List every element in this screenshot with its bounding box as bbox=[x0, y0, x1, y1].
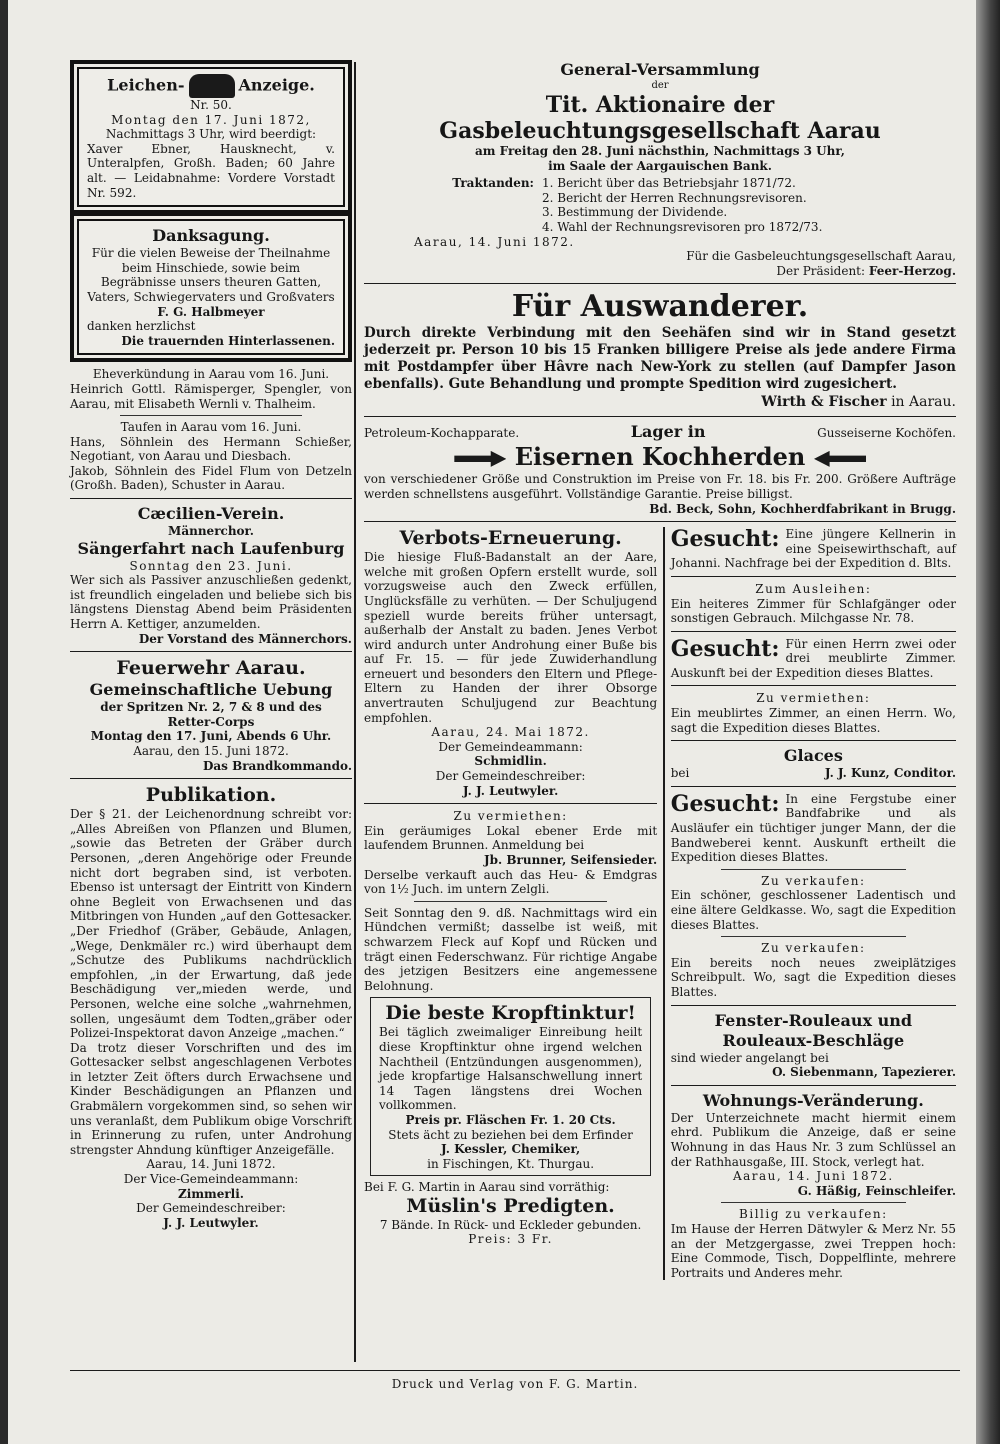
gesucht-word: Gesucht: bbox=[670, 790, 780, 817]
column-rule bbox=[354, 62, 356, 1362]
general-t3: Tit. Aktionaire der Gasbeleuchtungsgesellschaft Aarau bbox=[439, 92, 881, 144]
pointing-hand-icon bbox=[454, 451, 506, 467]
kropf-price: Preis pr. Fläschen Fr. 1. 20 Cts. bbox=[405, 1112, 616, 1127]
publikation-body2: Da trotz dieser Vorschriften und des im Gottesacker selbst angeschlagenen Verbotes in letzter Zeit öfters durch Erwachsene und Kinder Beschädigungen an Pflanzen und Grabmälern vorgekommen sind, so sehen wir uns veranlaßt, dem Publikum obige Vorschrift in Erinnerung zu rufen, unter Androhung strengster Ahndung künftiger Anzeigefälle. bbox=[70, 1040, 352, 1157]
verbots-name2: J. J. Leutwyler. bbox=[462, 783, 559, 798]
danksagung-body: Für die vielen Beweise der Theilnahme beim Hinschiede, sowie beim Begräbnisse unsers theuren Gatten, Vaters, Schwiegervaters und Großvaters bbox=[87, 246, 335, 304]
kropf-place: in Fischingen, Kt. Thurgau. bbox=[427, 1156, 595, 1171]
publikation-title: Publikation. bbox=[145, 784, 277, 807]
traktanden-item: 4. Wahl der Rechnungsrevisoren pro 1872/73. bbox=[542, 219, 823, 234]
caecilien-sub: Männerchor. bbox=[168, 524, 254, 539]
herde-title: Eisernen Kochherden bbox=[514, 442, 806, 472]
feuerwehr-sign: Das Brandkommando. bbox=[202, 758, 352, 773]
lokal-name: Jb. Brunner, Seifensieder. bbox=[483, 853, 658, 867]
subcolumn-right bbox=[665, 527, 956, 1280]
kropf-box bbox=[370, 997, 651, 1176]
divider bbox=[671, 631, 956, 632]
traktanden-item: 3. Bestimmung der Dividende. bbox=[542, 205, 728, 220]
kropf-title: Die beste Kropftinktur! bbox=[385, 1002, 636, 1025]
leichen-title-1: Leichen- bbox=[107, 75, 185, 95]
herde-left: Petroleum-Kochapparate. bbox=[364, 426, 520, 441]
general-date: Aarau, 14. Juni 1872. bbox=[414, 234, 575, 249]
lokal-title: Zu vermiethen: bbox=[453, 809, 568, 824]
gesucht-word: Gesucht: bbox=[670, 526, 780, 553]
feuerwehr-date: Aarau, den 15. Juni 1872. bbox=[133, 744, 289, 758]
divider bbox=[70, 498, 352, 499]
general-t4: am Freitag den 28. Juni nächsthin, Nachmittags 3 Uhr, bbox=[475, 144, 845, 158]
divider bbox=[671, 685, 956, 686]
verkaufen2-title: Zu verkaufen: bbox=[761, 941, 866, 956]
verkaufen1-title: Zu verkaufen: bbox=[761, 873, 866, 888]
verbots-role1: Der Gemeindeammann: bbox=[438, 739, 583, 754]
divider bbox=[70, 778, 352, 779]
general-for: Für die Gasbeleuchtungsgesellschaft Aarau, bbox=[686, 249, 956, 264]
pointing-hand-icon bbox=[814, 451, 866, 467]
ausleihen-body: Ein heiteres Zimmer für Schlafgänger oder sonstigen Gebrauch. Milchgasse Nr. 78. bbox=[670, 596, 956, 626]
leichen-time: Nachmittags 3 Uhr, wird beerdigt: bbox=[105, 127, 317, 142]
general-t5: im Saale der Aargauischen Bank. bbox=[548, 158, 772, 173]
herde-header bbox=[364, 422, 956, 442]
danksagung bbox=[77, 219, 345, 355]
glaces-bei: bei bbox=[670, 766, 690, 781]
taufen-p2: Jakob, Söhnlein des Fidel Flum von Detzeln (Großh. Baden), Schuster in Aarau. bbox=[70, 463, 352, 493]
taufen-title: Taufen in Aarau vom 16. Juni. bbox=[120, 420, 302, 435]
publikation-body: Der § 21. der Leichenordnung schreibt vor: „Alles Abreißen von Pflanzen und Blumen, „sowie das Betreten der Gräber durch Personen, „deren Angehörige oder Freunde nicht dort begraben sind, ist verboten. Ebenso ist untersagt der Eintritt von Kindern ohne Begleit von Erwachsenen und das Mitbringen von Hunden „auf den Gottesacker. „Der Friedhof (Gräber, Gebäude, Anlagen, „Wege, Denkmäler rc.) wird überhaupt dem „Schutze des Publikums nachdrücklich empfohlen, „in der Erwartung, daß jede Beschädigung ver„mieden werde, und Personen, welche eine solche „wahrnehmen, sollen, ungesäumt dem Todten„gräber oder Polizei-Inspektorat davon Anzeige „machen.“ bbox=[70, 807, 352, 1041]
general-presname: Feer-Herzog. bbox=[868, 263, 956, 278]
herde-body: von verschiedener Größe und Construktion im Preise von Fr. 18. bis Fr. 200. Größere Aufträge werden schnellstens ausgeführt. Vollständige Garantie. Preise billigst. bbox=[364, 472, 956, 501]
traktanden-label: Traktanden: bbox=[452, 176, 534, 191]
leichen-title-2: Anzeige. bbox=[238, 75, 315, 95]
gesucht2-body: Für einen Herrn zwei oder drei meublirte Zimmer. Auskunft bei der Expedition dieses Blattes. bbox=[670, 636, 956, 680]
auswanderer-firm: Wirth & Fischer bbox=[761, 394, 887, 411]
lokal-heu: Derselbe verkauft auch das Heu- & Emdgras von 1½ Juch. im untern Zelgli. bbox=[364, 867, 658, 897]
caecilien-date: Sonntag den 23. Juni. bbox=[129, 558, 293, 573]
publikation-name1: Zimmerli. bbox=[178, 1186, 244, 1201]
traktanden-item: 2. Bericht der Herren Rechnungsrevisoren. bbox=[542, 190, 807, 205]
publikation-date: Aarau, 14. Juni 1872. bbox=[146, 1157, 276, 1172]
muslin-price: Preis: 3 Fr. bbox=[468, 1232, 553, 1247]
vermiethen2-title: Zu vermiethen: bbox=[756, 691, 871, 706]
kropf-stets: Stets ächt zu beziehen bei dem Erfinder bbox=[388, 1127, 633, 1142]
caecilien-body: Wer sich als Passiver anzuschließen gedenkt, ist freundlich eingeladen und beliebe sich bis längstens Dienstag Abend beim Präsidenten Herrn A. Kettiger, anzumelden. bbox=[70, 573, 352, 632]
hund-body: Seit Sonntag den 9. dß. Nachmittags wird ein Hündchen vermißt; dasselbe ist weiß, mit schwarzem Fleck auf Kopf und Rücken und trägt einen Federschwanz. Für richtige Angabe des jetzigen Besitzers eine angemessene Belohnung. bbox=[364, 905, 658, 993]
glaces-title: Glaces bbox=[783, 746, 843, 766]
divider bbox=[671, 786, 956, 787]
billig-body: Im Hause der Herren Dätwyler & Merz Nr. 55 an der Metzgergasse, zwei Treppen hoch: Eine Commode, Tisch, Doppelflinte, mehrere Portraits und Anderes mehr. bbox=[670, 1221, 956, 1280]
two-column-section bbox=[364, 527, 956, 1280]
divider bbox=[721, 869, 906, 870]
caecilien-title: Cæcilien-Verein. bbox=[137, 504, 285, 524]
general-pres: Der Präsident: bbox=[776, 263, 866, 278]
ausleihen-title: Zum Ausleihen: bbox=[755, 581, 872, 596]
general-der: der bbox=[651, 80, 669, 91]
feuerwehr-l2: der Spritzen Nr. 2, 7 & 8 und des bbox=[100, 700, 322, 715]
wohnung-body: Der Unterzeichnete macht hiermit einem ehrd. Publikum die Anzeige, daß er seine Wohnung in das Haus Nr. 3 zum Schlüssel an der Rathhausgaße, III. Stock, verlegt hat. bbox=[670, 1110, 956, 1169]
herde-right: Gusseiserne Kochöfen. bbox=[817, 426, 956, 441]
imprint-footer: Druck und Verlag von F. G. Martin. bbox=[70, 1370, 960, 1391]
divider bbox=[671, 576, 956, 577]
traktanden-item: 1. Bericht über das Betriebsjahr 1871/72. bbox=[542, 176, 796, 191]
traktanden-list bbox=[542, 176, 822, 234]
vermiethen2-body: Ein meublirtes Zimmer, an einen Herrn. Wo, sagt die Expedition dieses Blattes. bbox=[670, 706, 956, 735]
publikation-role2: Der Gemeindeschreiber: bbox=[136, 1201, 286, 1216]
left-column bbox=[70, 60, 352, 1230]
divider bbox=[671, 740, 956, 741]
feuerwehr-l1: Gemeinschaftliche Uebung bbox=[89, 680, 333, 700]
divider bbox=[364, 283, 956, 284]
wohnung-name: G. Häßig, Feinschleifer. bbox=[797, 1183, 956, 1198]
fenster-body: sind wieder angelangt bei bbox=[670, 1050, 829, 1065]
glaces-name: J. J. Kunz, Conditor. bbox=[824, 766, 956, 781]
billig-title: Billig zu verkaufen: bbox=[739, 1207, 888, 1222]
muslin-vol: 7 Bände. In Rück- und Eckleder gebunden. bbox=[379, 1217, 642, 1232]
fenster-t1: Fenster-Rouleaux und bbox=[714, 1010, 913, 1030]
verkaufen1-body: Ein schöner, geschlossener Ladentisch und eine ältere Geldkasse. Wo, sagt die Expedition dieses Blattes. bbox=[670, 888, 956, 932]
feuerwehr-title: Feuerwehr Aarau. bbox=[116, 657, 306, 680]
divider bbox=[721, 936, 906, 937]
divider bbox=[414, 901, 607, 902]
danksagung-thanks: danken herzlichst bbox=[87, 319, 196, 334]
divider bbox=[721, 1202, 906, 1203]
leichen-nr: Nr. 50. bbox=[190, 98, 232, 112]
verbots-title: Verbots-Erneuerung. bbox=[399, 527, 622, 550]
verkaufen2-body: Ein bereits noch neues zweiplätziges Schreibpult. Wo, sagt die Expedition dieses Blattes. bbox=[670, 955, 956, 999]
ehe-body: Heinrich Gottl. Rämisperger, Spengler, von Aarau, mit Elisabeth Wernli v. Thalheim. bbox=[70, 381, 352, 411]
divider bbox=[364, 803, 657, 804]
gesucht3-body: In eine Fergstube einer Bandfabrike und als Ausläufer ein tüchtiger junger Mann, der die Bandweberei kennt. Auskunft ertheilt die Expedition dieses Blattes. bbox=[670, 791, 956, 865]
feuerwehr-l3: Retter-Corps bbox=[167, 714, 255, 729]
taufen-p1: Hans, Söhnlein des Hermann Schießer, Negotiant, von Aarau und Diesbach. bbox=[70, 434, 352, 464]
general-title: General-Versammlung bbox=[560, 60, 760, 79]
danksagung-title: Danksagung. bbox=[152, 226, 270, 246]
divider bbox=[120, 415, 302, 416]
ehe-title: Eheverkündung in Aarau vom 16. Juni. bbox=[92, 367, 330, 382]
verbots-role2: Der Gemeindeschreiber: bbox=[435, 769, 586, 784]
leichen-date: Montag den 17. Juni 1872, bbox=[111, 112, 311, 127]
lokal-body: Ein geräumiges Lokal ebener Erde mit laufendem Brunnen. Anmeldung bei bbox=[364, 823, 658, 853]
gesucht-word: Gesucht: bbox=[670, 635, 780, 662]
divider bbox=[671, 1005, 956, 1006]
auswanderer-place: in Aarau. bbox=[891, 394, 956, 411]
publikation-name2: J. J. Leutwyler. bbox=[163, 1215, 259, 1230]
leichen-body: Xaver Ebner, Hausknecht, v. Unteralpfen, Großh. Baden; 60 Jahre alt. — Leidabnahme: Vordere Vorstadt Nr. 592. bbox=[87, 141, 335, 200]
caecilien-fahrt: Sängerfahrt nach Laufenburg bbox=[77, 538, 345, 558]
auswanderer-title: Für Auswanderer. bbox=[511, 289, 809, 325]
divider bbox=[671, 1085, 956, 1086]
traktanden bbox=[364, 176, 956, 234]
caecilien-sign: Der Vorstand des Männerchors. bbox=[138, 631, 352, 646]
verbots-date: Aarau, 24. Mai 1872. bbox=[431, 725, 590, 740]
gesucht1-body: Eine jüngere Kellnerin in eine Speisewirthschaft, auf Johanni. Nachfrage bei der Expedition d. Blts. bbox=[670, 527, 956, 571]
divider bbox=[364, 521, 956, 522]
right-column bbox=[364, 60, 956, 1280]
kropf-body: Bei täglich zweimaliger Einreibung heilt diese Kropftinktur ohne irgend welchen Nachtheil (Entzündungen ausgenommen), jede kropfartige Halsanschwellung innert 14 Tagen längstens drei Wochen vollkommen. bbox=[379, 1025, 643, 1113]
wohnung-title: Wohnungs-Veränderung. bbox=[702, 1090, 924, 1110]
verbots-body: Die hiesige Fluß-Badanstalt an der Aare, welche mit großen Opfern erstellt wurde, soll vorzugsweise auch den Zweck erfüllen, Unglücksfälle zu verhüten. — Der Schuljugend speziell wurde bereits früher untersagt, außerhalb der Anstalt zu baden. Jenes Verbot wird andurch unter Androhung einer Buße bis auf Fr. 15. — für jede Zuwiderhandlung erneuert und besonders den Eltern und Pflege-Eltern zu Handen der ihrer Obsorge anvertrauten Schuljugend zur Beachtung empfohlen. bbox=[364, 550, 658, 725]
newspaper-page bbox=[8, 0, 976, 1444]
wohnung-date: Aarau, 14. Juni 1872. bbox=[732, 1169, 894, 1184]
scan-edge bbox=[976, 0, 1000, 1444]
verbots-name1: Schmidlin. bbox=[474, 754, 547, 769]
leichen-anzeige bbox=[77, 67, 345, 207]
muslin-intro: Bei F. G. Martin in Aarau sind vorräthig: bbox=[364, 1180, 610, 1195]
danksagung-name: F. G. Halbmeyer bbox=[157, 304, 265, 319]
fenster-name: O. Siebenmann, Tapezierer. bbox=[772, 1065, 956, 1080]
subcolumn-left bbox=[364, 527, 663, 1247]
kropf-name: J. Kessler, Chemiker, bbox=[441, 1142, 581, 1157]
feuerwehr-l4: Montag den 17. Juni, Abends 6 Uhr. bbox=[90, 729, 332, 744]
divider bbox=[364, 416, 956, 417]
danksagung-sign: Die trauernden Hinterlassenen. bbox=[121, 333, 335, 348]
muslin-title: Müslin's Predigten. bbox=[406, 1194, 615, 1217]
fenster-t2: Rouleaux-Beschläge bbox=[722, 1030, 905, 1050]
herde-sign: Bd. Beck, Sohn, Kochherdfabrikant in Brugg. bbox=[649, 501, 956, 516]
coffin-icon bbox=[189, 74, 235, 98]
publikation-role1: Der Vice-Gemeindeammann: bbox=[123, 1172, 299, 1187]
auswanderer-body: Durch direkte Verbindung mit den Seehäfen sind wir in Stand gesetzt jederzeit pr. Person 10 bis 15 Franken billigere Preise als jede andere Firma mit Postdampfer über Hâvre nach New-York zu stellen (auf Dampfer Jason ebenfalls). Gute Behandlung und prompte Spedition wird zugesichert. bbox=[364, 325, 956, 393]
divider bbox=[70, 651, 352, 652]
herde-mid: Lager in bbox=[630, 422, 706, 442]
